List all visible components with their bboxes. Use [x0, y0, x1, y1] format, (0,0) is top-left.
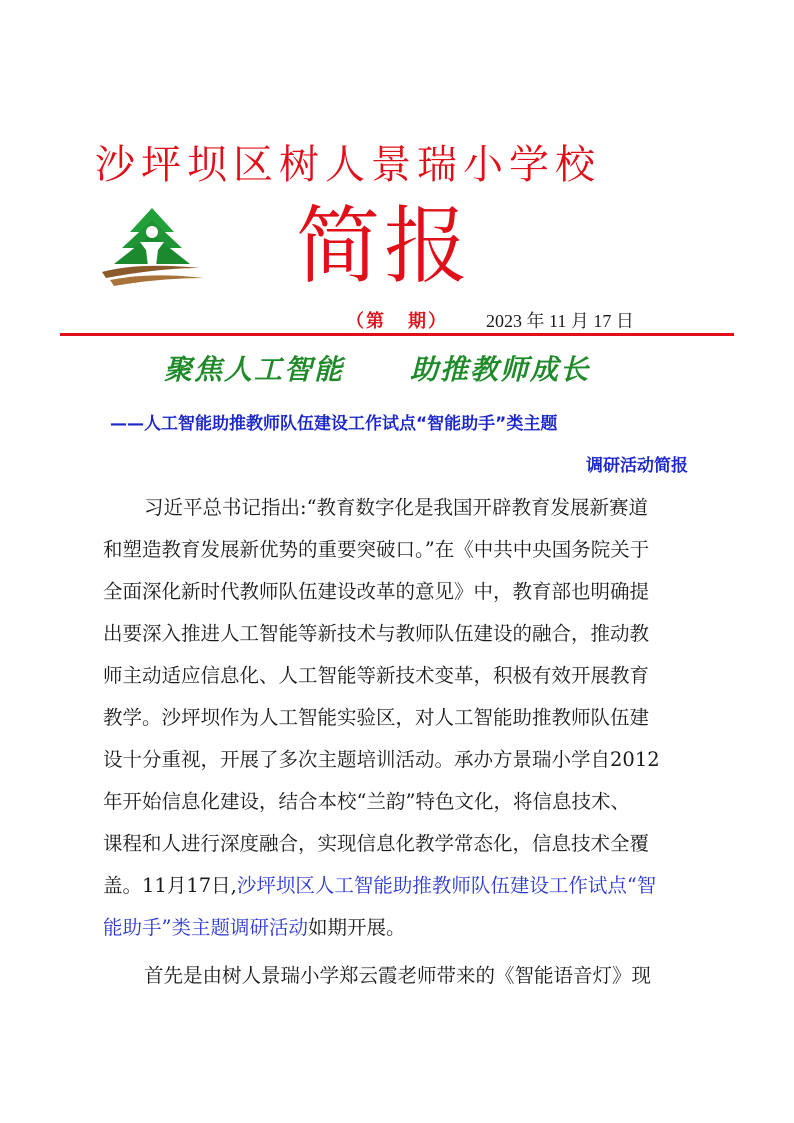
- subtitle-line-1: ——人工智能助推教师队伍建设工作试点“智能助手”类主题: [110, 414, 558, 434]
- header-divider: [60, 333, 734, 336]
- body-line: 首先是由树人景瑞小学郑云霞老师带来的《智能语音灯》现: [144, 964, 652, 987]
- school-name: 沙坪坝区树人景瑞小学校: [95, 142, 601, 188]
- issue-number: （第 期）: [346, 311, 448, 332]
- body-line: 习近平总书记指出:“教育数字化是我国开辟教育发展新赛道: [144, 496, 649, 519]
- school-logo-tree-icon: [100, 206, 205, 291]
- body-line: 和塑造教育发展新优势的重要突破口。”在《中共中央国务院关于: [103, 538, 650, 561]
- subtitle-line-2: 调研活动简报: [586, 456, 688, 476]
- body-line: 师主动适应信息化、人工智能等新技术变革，积极有效开展教育: [103, 664, 650, 687]
- event-name-link-text-cont: 能助手”类主题调研活动: [103, 916, 308, 939]
- body-line: 全面深化新时代教师队伍建设改革的意见》中，教育部也明确提: [103, 580, 650, 603]
- event-name-link-text: 沙坪坝区人工智能助推教师队伍建设工作试点“智: [236, 874, 657, 897]
- issue-date: 2023 年 11 月 17 日: [486, 311, 634, 331]
- body-line: 能助手”类主题调研活动如期开展。: [103, 916, 406, 939]
- body-line: 出要深入推进人工智能等新技术与教师队伍建设的融合，推动教: [103, 622, 650, 645]
- headline-part-1: 聚焦人工智能: [164, 353, 345, 386]
- body-line: 课程和人进行深度融合，实现信息化教学常态化，信息技术全覆: [103, 832, 650, 855]
- body-line: 设十分重视，开展了多次主题培训活动。承办方景瑞小学自2012: [103, 748, 660, 771]
- body-line: 年开始信息化建设，结合本校“兰韵”特色文化，将信息技术、: [103, 790, 630, 813]
- body-line: 教学。沙坪坝作为人工智能实验区，对人工智能助推教师队伍建: [103, 706, 650, 729]
- brief-title: 简报: [296, 197, 473, 295]
- body-line: 盖。11月17日,沙坪坝区人工智能助推教师队伍建设工作试点“智: [103, 874, 657, 897]
- headline-part-2: 助推教师成长: [410, 353, 591, 386]
- headline: [164, 350, 590, 390]
- issue-date-line: [346, 306, 634, 334]
